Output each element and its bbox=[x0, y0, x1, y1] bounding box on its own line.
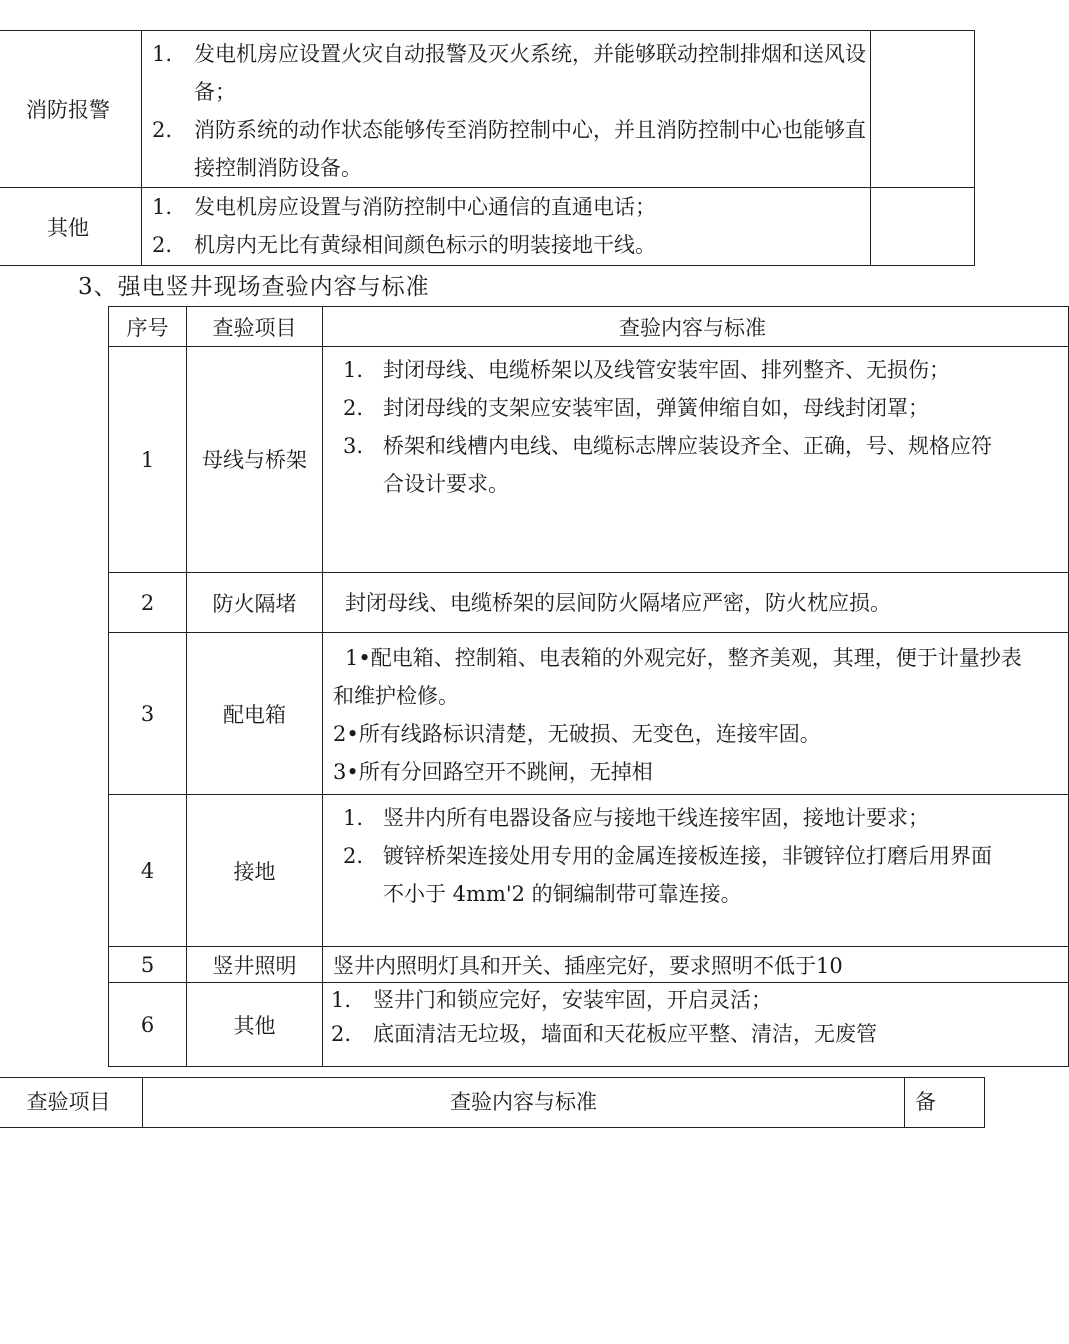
row-content bbox=[323, 633, 1069, 795]
note-cell bbox=[871, 188, 975, 266]
item-cell: 其他 bbox=[0, 188, 142, 266]
list-item: 1. 发电机房应设置火灾自动报警及灭火系统，并能够联动控制排烟和送风设备； bbox=[152, 42, 866, 104]
list-item: 1. 封闭母线、电缆桥架以及线管安装牢固、排列整齐、无损伤； bbox=[343, 358, 950, 382]
row-item: 竖井照明 bbox=[187, 947, 323, 983]
table-row bbox=[0, 31, 975, 188]
row-no: 5 bbox=[109, 947, 187, 983]
row-no: 6 bbox=[109, 983, 187, 1067]
row-item: 母线与桥架 bbox=[187, 347, 323, 573]
list-item: 1. 竖井内所有电器设备应与接地干线连接牢固，接地计要求； bbox=[343, 806, 929, 830]
table-row bbox=[109, 633, 1069, 795]
row-no: 2 bbox=[109, 573, 187, 633]
row-item: 防火隔堵 bbox=[187, 573, 323, 633]
table-row bbox=[109, 347, 1069, 573]
paragraph: 1•配电箱、控制箱、电表箱的外观完好，整齐美观，其理，便于计量抄表和维护检修。 bbox=[333, 646, 1022, 708]
row-content bbox=[323, 795, 1069, 947]
header-row bbox=[0, 1078, 985, 1128]
header-content: 查验内容与标准 bbox=[143, 1078, 905, 1128]
item-cell: 消防报警 bbox=[0, 31, 142, 188]
row-item: 配电箱 bbox=[187, 633, 323, 795]
row-no: 4 bbox=[109, 795, 187, 947]
list-item: 2. 底面清洁无垃圾，墙面和天花板应平整、清洁，无废管 bbox=[331, 1022, 877, 1046]
list-item: 2. 机房内无比有黄绿相间颜色标示的明装接地干线。 bbox=[152, 233, 656, 257]
row-item: 接地 bbox=[187, 795, 323, 947]
section-title: 3、强电竖井现场查验内容与标准 bbox=[78, 274, 430, 300]
header-item: 查验项目 bbox=[187, 307, 323, 347]
content-cell bbox=[142, 31, 871, 188]
table-row bbox=[109, 983, 1069, 1067]
row-no: 3 bbox=[109, 633, 187, 795]
content-cell bbox=[142, 188, 871, 266]
row-content: 封闭母线、电缆桥架的层间防火隔堵应严密，防火枕应损。 bbox=[323, 573, 1069, 633]
row-content bbox=[323, 983, 1069, 1067]
paragraph: 3•所有分回路空开不跳闸，无掉相 bbox=[333, 760, 653, 784]
list-item: 2. 消防系统的动作状态能够传至消防控制中心，并且消防控制中心也能够直接控制消防设备。 bbox=[152, 118, 866, 180]
list-item: 2. 镀锌桥架连接处用专用的金属连接板连接，非镀锌位打磨后用界面不小于 4mm'2 的铜编制带可靠连接。 bbox=[343, 844, 992, 906]
header-item: 查验项目 bbox=[0, 1078, 143, 1128]
row-content bbox=[323, 347, 1069, 573]
row-item: 其他 bbox=[187, 983, 323, 1067]
list-item: 2. 封闭母线的支架应安装牢固，弹簧伸缩自如，母线封闭罩； bbox=[343, 396, 929, 420]
row-content: 竖井内照明灯具和开关、插座完好，要求照明不低于10 bbox=[323, 947, 1069, 983]
paragraph: 2•所有线路标识清楚，无破损、无变色，连接牢固。 bbox=[333, 722, 821, 746]
header-no: 序号 bbox=[109, 307, 187, 347]
bottom-table-fragment bbox=[0, 1077, 950, 1116]
list-item: 1. 竖井门和锁应完好，安装牢固，开启灵活； bbox=[331, 988, 772, 1012]
header-row bbox=[109, 307, 1069, 347]
table-row bbox=[109, 573, 1069, 633]
list-item: 1. 发电机房应设置与消防控制中心通信的直通电话； bbox=[152, 195, 656, 219]
list-item: 3. 桥架和线槽内电线、电缆标志牌应装设齐全、正确，号、规格应符合设计要求。 bbox=[343, 434, 992, 496]
header-note: 备 bbox=[905, 1078, 985, 1128]
note-cell bbox=[871, 31, 975, 188]
top-table-fragment bbox=[0, 30, 950, 262]
main-table bbox=[0, 306, 1022, 1071]
table-row bbox=[109, 795, 1069, 947]
header-content: 查验内容与标准 bbox=[323, 307, 1069, 347]
table-row bbox=[109, 947, 1069, 983]
table-row bbox=[0, 188, 975, 266]
row-no: 1 bbox=[109, 347, 187, 573]
